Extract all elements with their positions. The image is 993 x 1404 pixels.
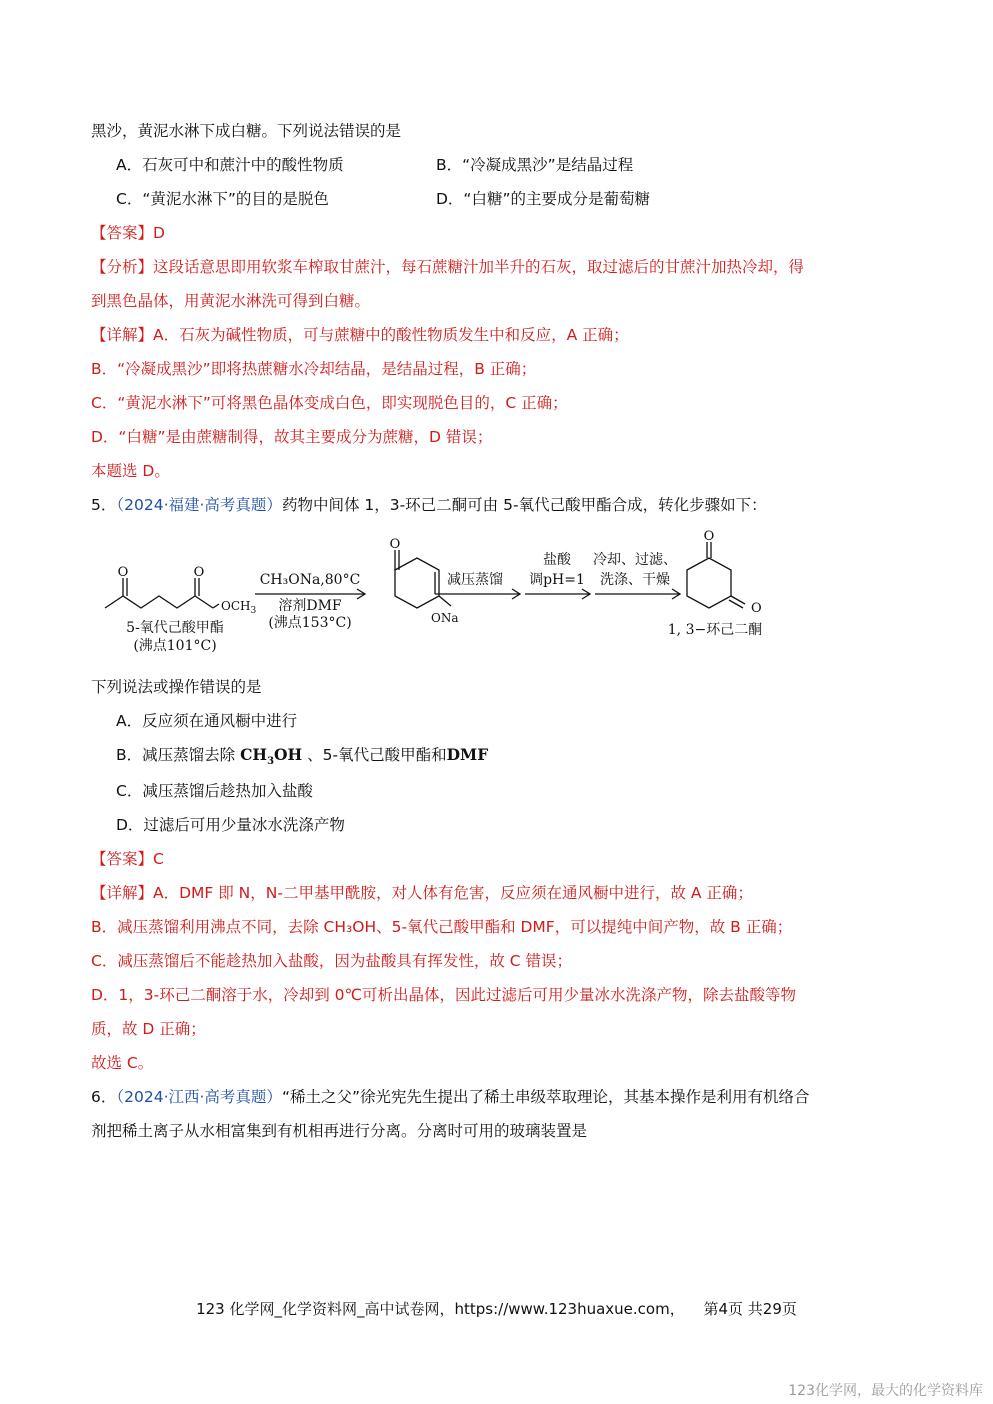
ketone-o-label: O (117, 565, 129, 580)
q5-option-a: A．反应须在通风橱中进行 (116, 712, 298, 730)
ester-o-label: O (193, 565, 205, 580)
product-name: 1, 3−环己二酮 (667, 622, 763, 638)
q5-stem (91, 494, 767, 516)
q4-option-d: D．“白糖”的主要成分是葡萄糖 (436, 190, 650, 208)
watermark: 123化学网，最大的化学资料库 (788, 1383, 983, 1399)
step3-top: 盐酸 (543, 552, 571, 568)
q6-stem-text: “稀土之父”徐光宪先生提出了稀土串级萃取理论，其基本操作是利用有机络合 (281, 1088, 810, 1106)
step4-bot: 洗涤、干燥 (600, 572, 670, 588)
q5-question: 下列说法或操作错误的是 (91, 678, 262, 696)
start-name: 5-氧代己酸甲酯 (126, 620, 224, 636)
product-o1-label: O (703, 530, 715, 544)
start-bp: (沸点101°C) (133, 638, 217, 654)
q4-option-c: C．“黄泥水淋下”的目的是脱色 (116, 190, 329, 208)
q5-option-b-mid: 、5-氧代己酸甲酯和 (307, 746, 447, 764)
q5-detail-d-line1: D．1，3-环己二酮溶于水，冷却到 0℃可析出晶体，因此过滤后可用少量冰水洗涤产物，除去盐酸等物 (91, 986, 796, 1004)
q5-option-d: D．过滤后可用少量冰水洗涤产物 (116, 816, 345, 834)
q5-stem-text: 药物中间体 1，3-环己二酮可由 5-氧代己酸甲酯合成，转化步骤如下： (281, 496, 767, 514)
ester-chain (105, 596, 213, 608)
q5-source: （2024·福建·高考真题） (116, 496, 282, 514)
step2-label: 减压蒸馏 (447, 572, 503, 588)
q5-option-b-chem: $CH_3OH$ (240, 745, 303, 768)
q5-number: 5． (91, 496, 117, 514)
enolate-ring (395, 558, 439, 608)
q4-option-b: B．“冷凝成黑沙”是结晶过程 (436, 156, 634, 174)
q4-option-a: A．石灰可中和蔗汁中的酸性物质 (116, 156, 344, 174)
q5-detail-b: B．减压蒸馏利用沸点不同，去除 CH₃OH、5-氧代己酸甲酯和 DMF，可以提纯中间产物，故 B 正确； (91, 918, 793, 936)
reagent-mid: 溶剂DMF (278, 598, 342, 614)
page-footer (0, 1298, 993, 1319)
q6-source: （2024·江西·高考真题） (116, 1088, 282, 1106)
ester-group-label: $OCH_3$ (221, 599, 257, 616)
step3-bot: 调pH=1 (529, 572, 585, 588)
q5-answer: 【答案】C (91, 850, 164, 868)
q5-detail-c: C．减压蒸馏后不能趁热加入盐酸，因为盐酸具有挥发性，故 C 错误； (91, 952, 573, 970)
q4-detail-a: 【详解】A．石灰为碱性物质，可与蔗糖中的酸性物质发生中和反应，A 正确； (91, 326, 629, 344)
footer-site: 123 化学网_化学资料网_高中试卷网，https://www.123huaxue.com， (196, 1300, 685, 1318)
q4-detail-d: D．“白糖”是由蔗糖制得，故其主要成分为蔗糖，D 错误； (91, 428, 493, 446)
reagent-bot: (沸点153°C) (268, 615, 352, 631)
q5-option-b-prefix: B．减压蒸馏去除 (116, 746, 236, 764)
q5-option-c: C．减压蒸馏后趁热加入盐酸 (116, 782, 313, 800)
footer-page-number: 第4页 共29页 (703, 1300, 797, 1318)
q4-analysis-line2: 到黑色晶体，用黄泥水淋洗可得到白糖。 (91, 292, 371, 310)
q4-analysis-line1: 【分析】这段话意思即用软浆车榨取甘蔗汁，每石蔗糖汁加半升的石灰，取过滤后的甘蔗汁加热冷却，得 (91, 258, 805, 276)
enolate-ona-label: ONa (431, 611, 459, 625)
q4-detail-b: B．“冷凝成黑沙”即将热蔗糖水冷却结晶，是结晶过程，B 正确； (91, 360, 537, 378)
reagent-top: CH₃ONa,80°C (259, 572, 361, 588)
enolate-o-label: O (389, 537, 401, 552)
q4-answer: 【答案】D (91, 224, 165, 242)
q5-conclusion: 故选 C。 (91, 1054, 154, 1072)
q4-detail-c: C．“黄泥水淋下”可将黑色晶体变成白色，即实现脱色目的，C 正确； (91, 394, 568, 412)
reaction-scheme (95, 530, 795, 660)
q6-stem-line1 (91, 1086, 810, 1108)
q5-detail-d-line2: 质，故 D 正确； (91, 1020, 206, 1038)
q5-detail-a: 【详解】A．DMF 即 N，N-二甲基甲酰胺，对人体有危害，反应须在通风橱中进行，故 A 正确； (91, 884, 753, 902)
q6-stem-line2: 剂把稀土离子从水相富集到有机相再进行分离。分离时可用的玻璃装置是 (91, 1122, 588, 1140)
product-ring (687, 558, 731, 608)
q5-option-b (116, 744, 488, 773)
q6-number: 6． (91, 1088, 117, 1106)
q5-option-b-dmf: DMF (446, 745, 489, 764)
q4-conclusion: 本题选 D。 (91, 462, 170, 480)
product-o2-label: O (751, 601, 762, 616)
step4-top: 冷却、过滤、 (593, 552, 677, 568)
q4-stem-tail: 黑沙，黄泥水淋下成白糖。下列说法错误的是 (91, 122, 402, 140)
